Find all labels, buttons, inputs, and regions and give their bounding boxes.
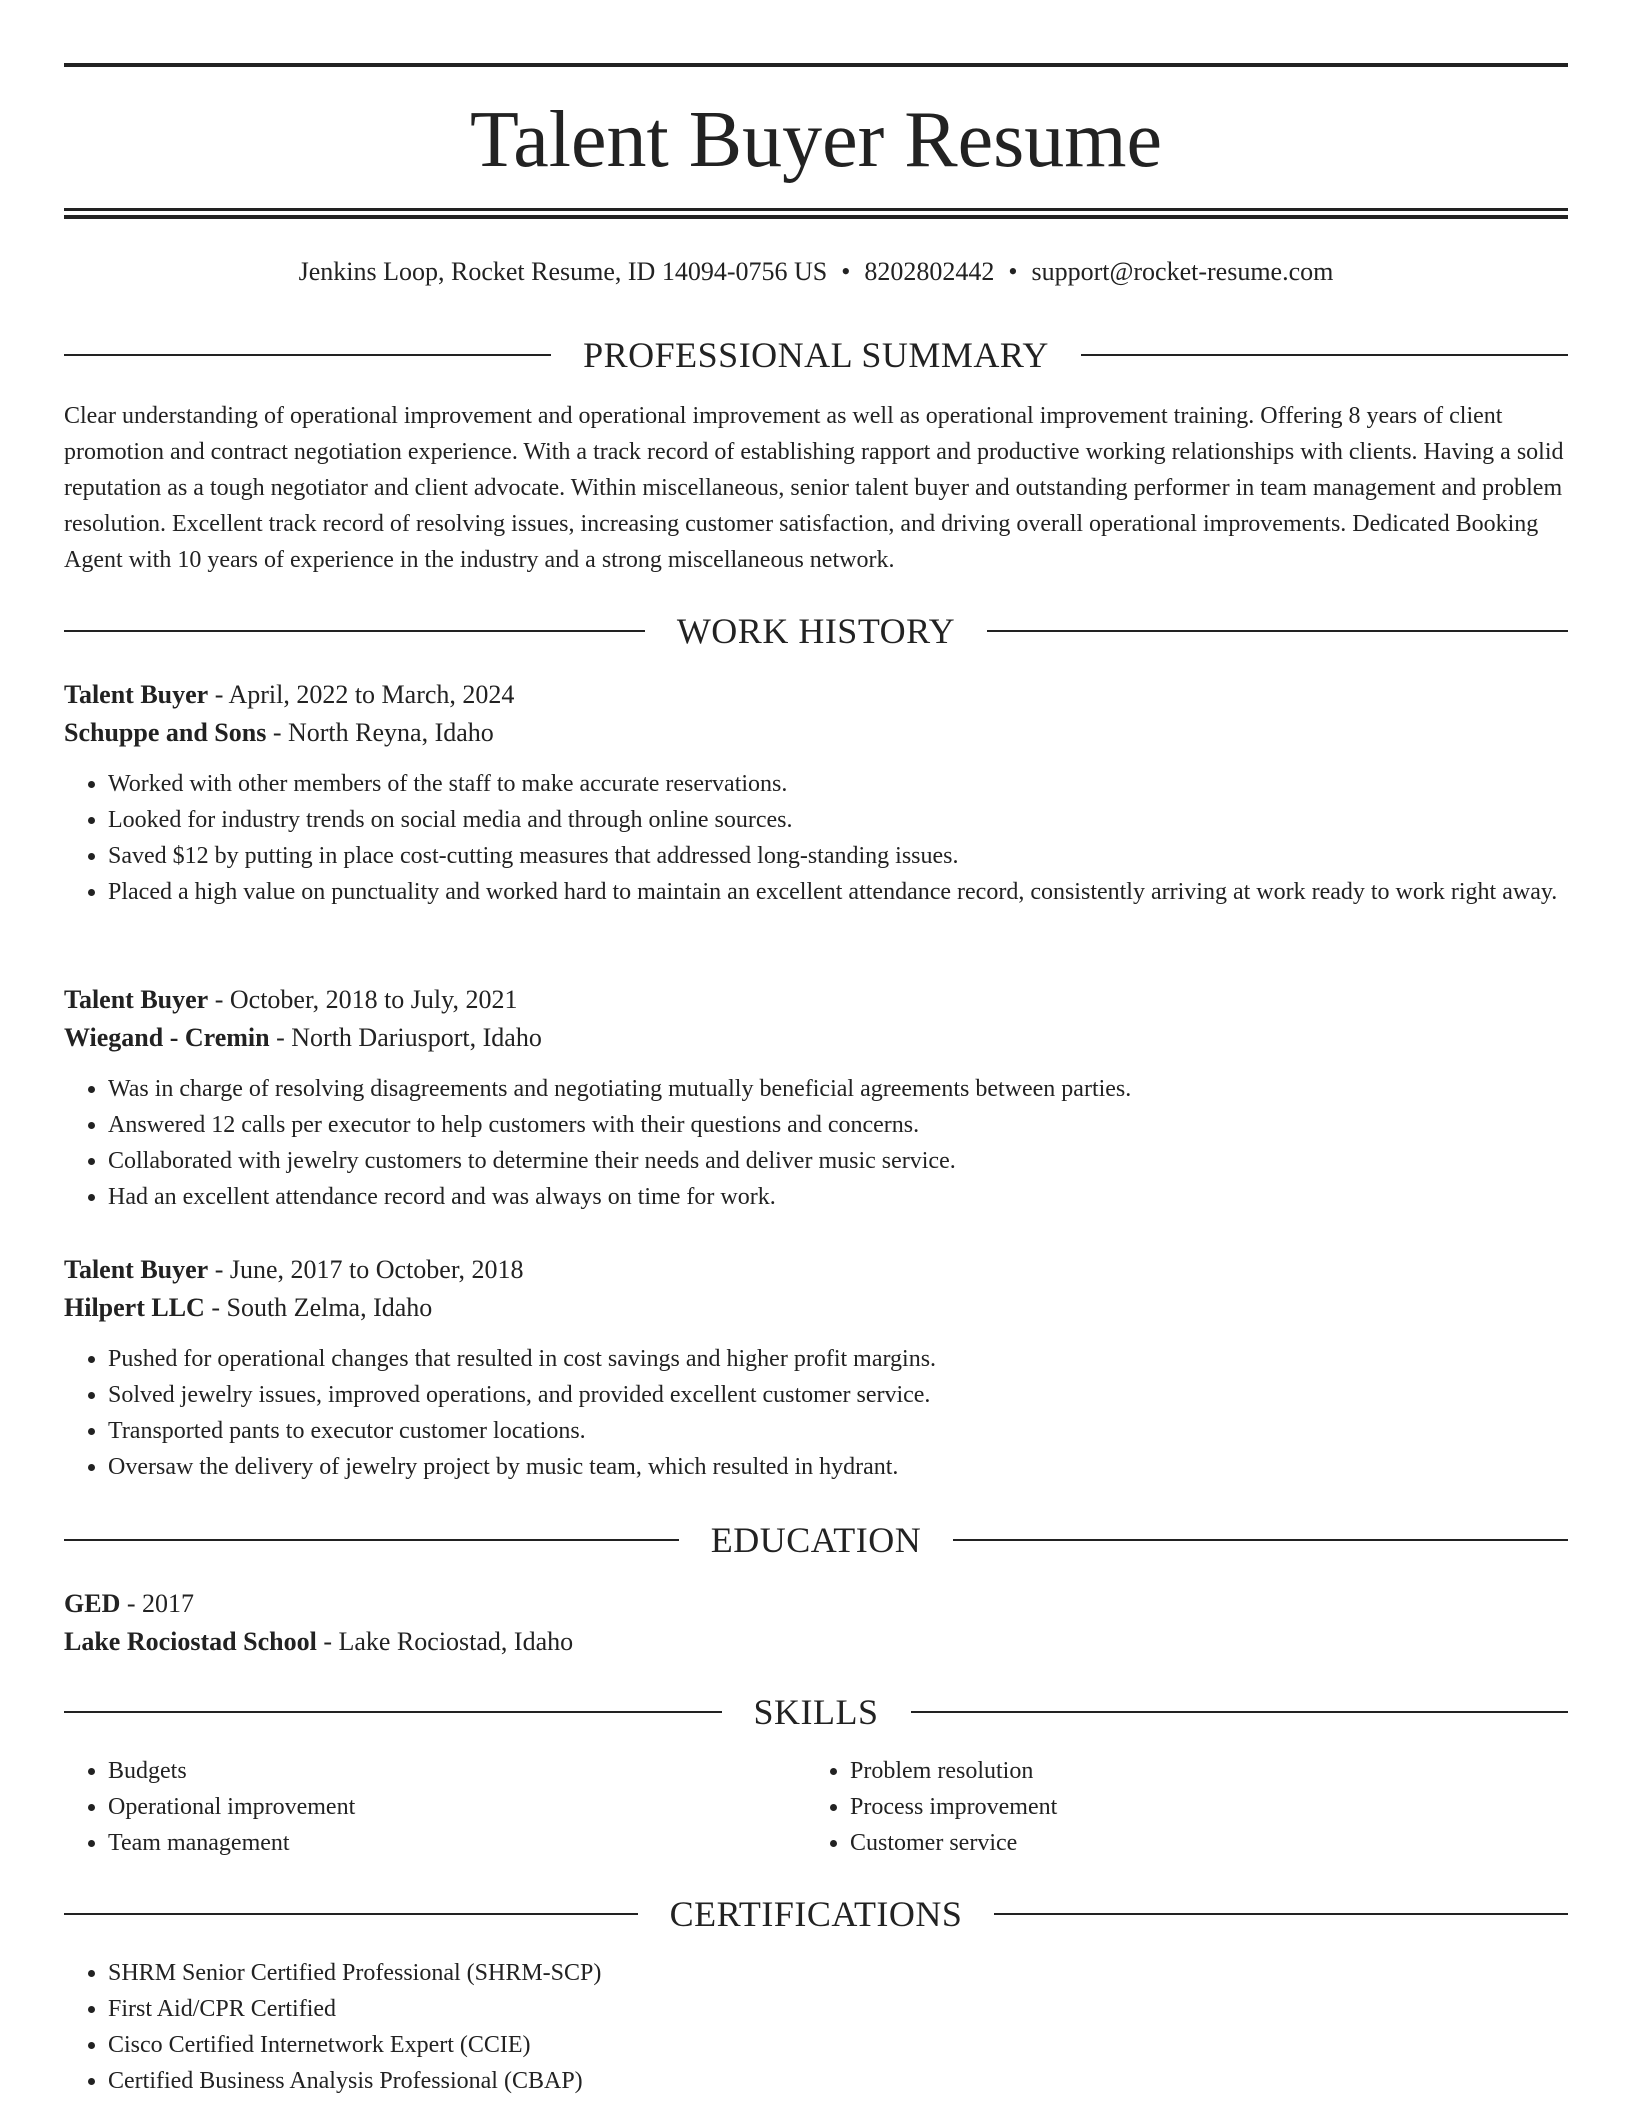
contact-separator: • xyxy=(1008,257,1018,286)
heading-rule-right xyxy=(911,1711,1569,1713)
contact-email: support@rocket-resume.com xyxy=(1031,257,1334,286)
skill-item: • Customer service xyxy=(850,1825,1548,1861)
job-location: - North Dariusport, Idaho xyxy=(269,1023,542,1052)
job-entry xyxy=(64,981,1568,1215)
job-dates: - June, 2017 to October, 2018 xyxy=(208,1255,524,1284)
section-title: CERTIFICATIONS xyxy=(669,1894,963,1934)
resume-title: Talent Buyer Resume xyxy=(470,96,1162,184)
skills-column-right xyxy=(806,1753,1548,1861)
job-title: Talent Buyer xyxy=(64,1255,209,1284)
job-title-line xyxy=(64,981,1568,1019)
skills-column-left xyxy=(64,1753,806,1861)
title-bottom-rule-1 xyxy=(64,208,1568,211)
skill-item: • Problem resolution xyxy=(850,1753,1548,1789)
heading-rule-left xyxy=(64,1539,679,1541)
heading-rule-left xyxy=(64,354,551,356)
job-company: Wiegand - Cremin xyxy=(64,1023,270,1052)
list-item: • Answered 12 calls per executor to help customers with their questions and concerns. xyxy=(108,1107,1568,1143)
job-title-line xyxy=(64,1251,1568,1289)
job-company-line xyxy=(64,1289,1568,1327)
certification-item: • Certified Business Analysis Professional (CBAP) xyxy=(108,2063,1568,2099)
list-item: • Saved $12 by putting in place cost-cutting measures that addressed long-standing issues. xyxy=(108,838,1568,874)
job-title: Talent Buyer xyxy=(64,680,209,709)
section-title: PROFESSIONAL SUMMARY xyxy=(583,335,1049,375)
education-location: - Lake Rociostad, Idaho xyxy=(316,1627,574,1656)
list-item: • Looked for industry trends on social media and through online sources. xyxy=(108,802,1568,838)
heading-rule-right xyxy=(994,1913,1568,1915)
certifications-bullets xyxy=(64,1955,1568,2099)
education-degree: GED xyxy=(64,1589,121,1618)
title-top-rule xyxy=(64,63,1568,67)
skills-list xyxy=(64,1753,1568,1861)
list-item: • Had an excellent attendance record and was always on time for work. xyxy=(108,1179,1568,1215)
heading-rule-right xyxy=(1081,354,1568,356)
certifications-list xyxy=(64,1955,1568,2099)
section-heading-work-history xyxy=(64,609,1568,653)
contact-line xyxy=(0,252,1632,292)
job-company-line xyxy=(64,1019,1568,1057)
title-bottom-rule-2 xyxy=(64,215,1568,219)
job-company-line xyxy=(64,714,1568,752)
job-company: Schuppe and Sons xyxy=(64,718,267,747)
certification-item: • First Aid/CPR Certified xyxy=(108,1991,1568,2027)
heading-rule-right xyxy=(987,630,1568,632)
skill-item: • Budgets xyxy=(108,1753,806,1789)
section-title: WORK HISTORY xyxy=(676,611,956,651)
job-title-line xyxy=(64,676,1568,714)
contact-phone: 8202802442 xyxy=(864,257,995,286)
skill-item: • Process improvement xyxy=(850,1789,1548,1825)
heading-rule-left xyxy=(64,1711,722,1713)
certification-item: • SHRM Senior Certified Professional (SHRM-SCP) xyxy=(108,1955,1568,1991)
skill-item: • Team management xyxy=(108,1825,806,1861)
list-item: • Solved jewelry issues, improved operations, and provided excellent customer service. xyxy=(108,1377,1568,1413)
list-item: • Placed a high value on punctuality and worked hard to maintain an excellent attendance record, consistently arriving at work ready to work right away. xyxy=(108,874,1568,910)
certification-item: • Cisco Certified Internetwork Expert (CCIE) xyxy=(108,2027,1568,2063)
education-entry xyxy=(64,1585,1568,1661)
section-title: SKILLS xyxy=(753,1692,879,1732)
job-bullets xyxy=(64,1341,1568,1485)
list-item: • Collaborated with jewelry customers to determine their needs and deliver music service. xyxy=(108,1143,1568,1179)
summary-text: Clear understanding of operational improvement and operational improvement as well as operational improvement training. Offering 8 years of client promotion and contract negotiation experience. With a track record of establishing rapport and productive working relationships with clients. Having a solid reputation as a tough negotiator and client advocate. Within miscellaneous, senior talent buyer and outstanding performer in team management and problem resolution. Excellent track record of resolving issues, increasing customer satisfaction, and driving overall operational improvements. Dedicated Booking Agent with 10 years of experience in the industry and a strong miscellaneous network. xyxy=(64,403,1564,573)
section-heading-summary xyxy=(64,333,1568,377)
education-school-line xyxy=(64,1623,1568,1661)
education-degree-line xyxy=(64,1585,1568,1623)
job-entry xyxy=(64,1251,1568,1485)
job-dates: - April, 2022 to March, 2024 xyxy=(208,680,515,709)
job-bullets xyxy=(64,1071,1568,1215)
list-item: • Transported pants to executor customer locations. xyxy=(108,1413,1568,1449)
job-location: - South Zelma, Idaho xyxy=(204,1293,433,1322)
contact-separator: • xyxy=(841,257,851,286)
job-title: Talent Buyer xyxy=(64,985,209,1014)
job-location: - North Reyna, Idaho xyxy=(266,718,494,747)
list-item: • Worked with other members of the staff to make accurate reservations. xyxy=(108,766,1568,802)
list-item: • Was in charge of resolving disagreements and negotiating mutually beneficial agreements between parties. xyxy=(108,1071,1568,1107)
section-heading-certifications xyxy=(64,1892,1568,1936)
education-school: Lake Rociostad School xyxy=(64,1627,317,1656)
heading-rule-left xyxy=(64,630,645,632)
section-heading-education xyxy=(64,1518,1568,1562)
heading-rule-right xyxy=(953,1539,1568,1541)
job-entry xyxy=(64,676,1568,910)
list-item: • Oversaw the delivery of jewelry project by music team, which resulted in hydrant. xyxy=(108,1449,1568,1485)
job-dates: - October, 2018 to July, 2021 xyxy=(208,985,518,1014)
job-bullets xyxy=(64,766,1568,910)
heading-rule-left xyxy=(64,1913,638,1915)
section-heading-skills xyxy=(64,1690,1568,1734)
contact-address: Jenkins Loop, Rocket Resume, ID 14094-0756 US xyxy=(298,257,828,286)
list-item: • Pushed for operational changes that resulted in cost savings and higher profit margins. xyxy=(108,1341,1568,1377)
section-title: EDUCATION xyxy=(710,1520,922,1560)
skill-item: • Operational improvement xyxy=(108,1789,806,1825)
job-company: Hilpert LLC xyxy=(64,1293,205,1322)
education-year: - 2017 xyxy=(120,1589,195,1618)
